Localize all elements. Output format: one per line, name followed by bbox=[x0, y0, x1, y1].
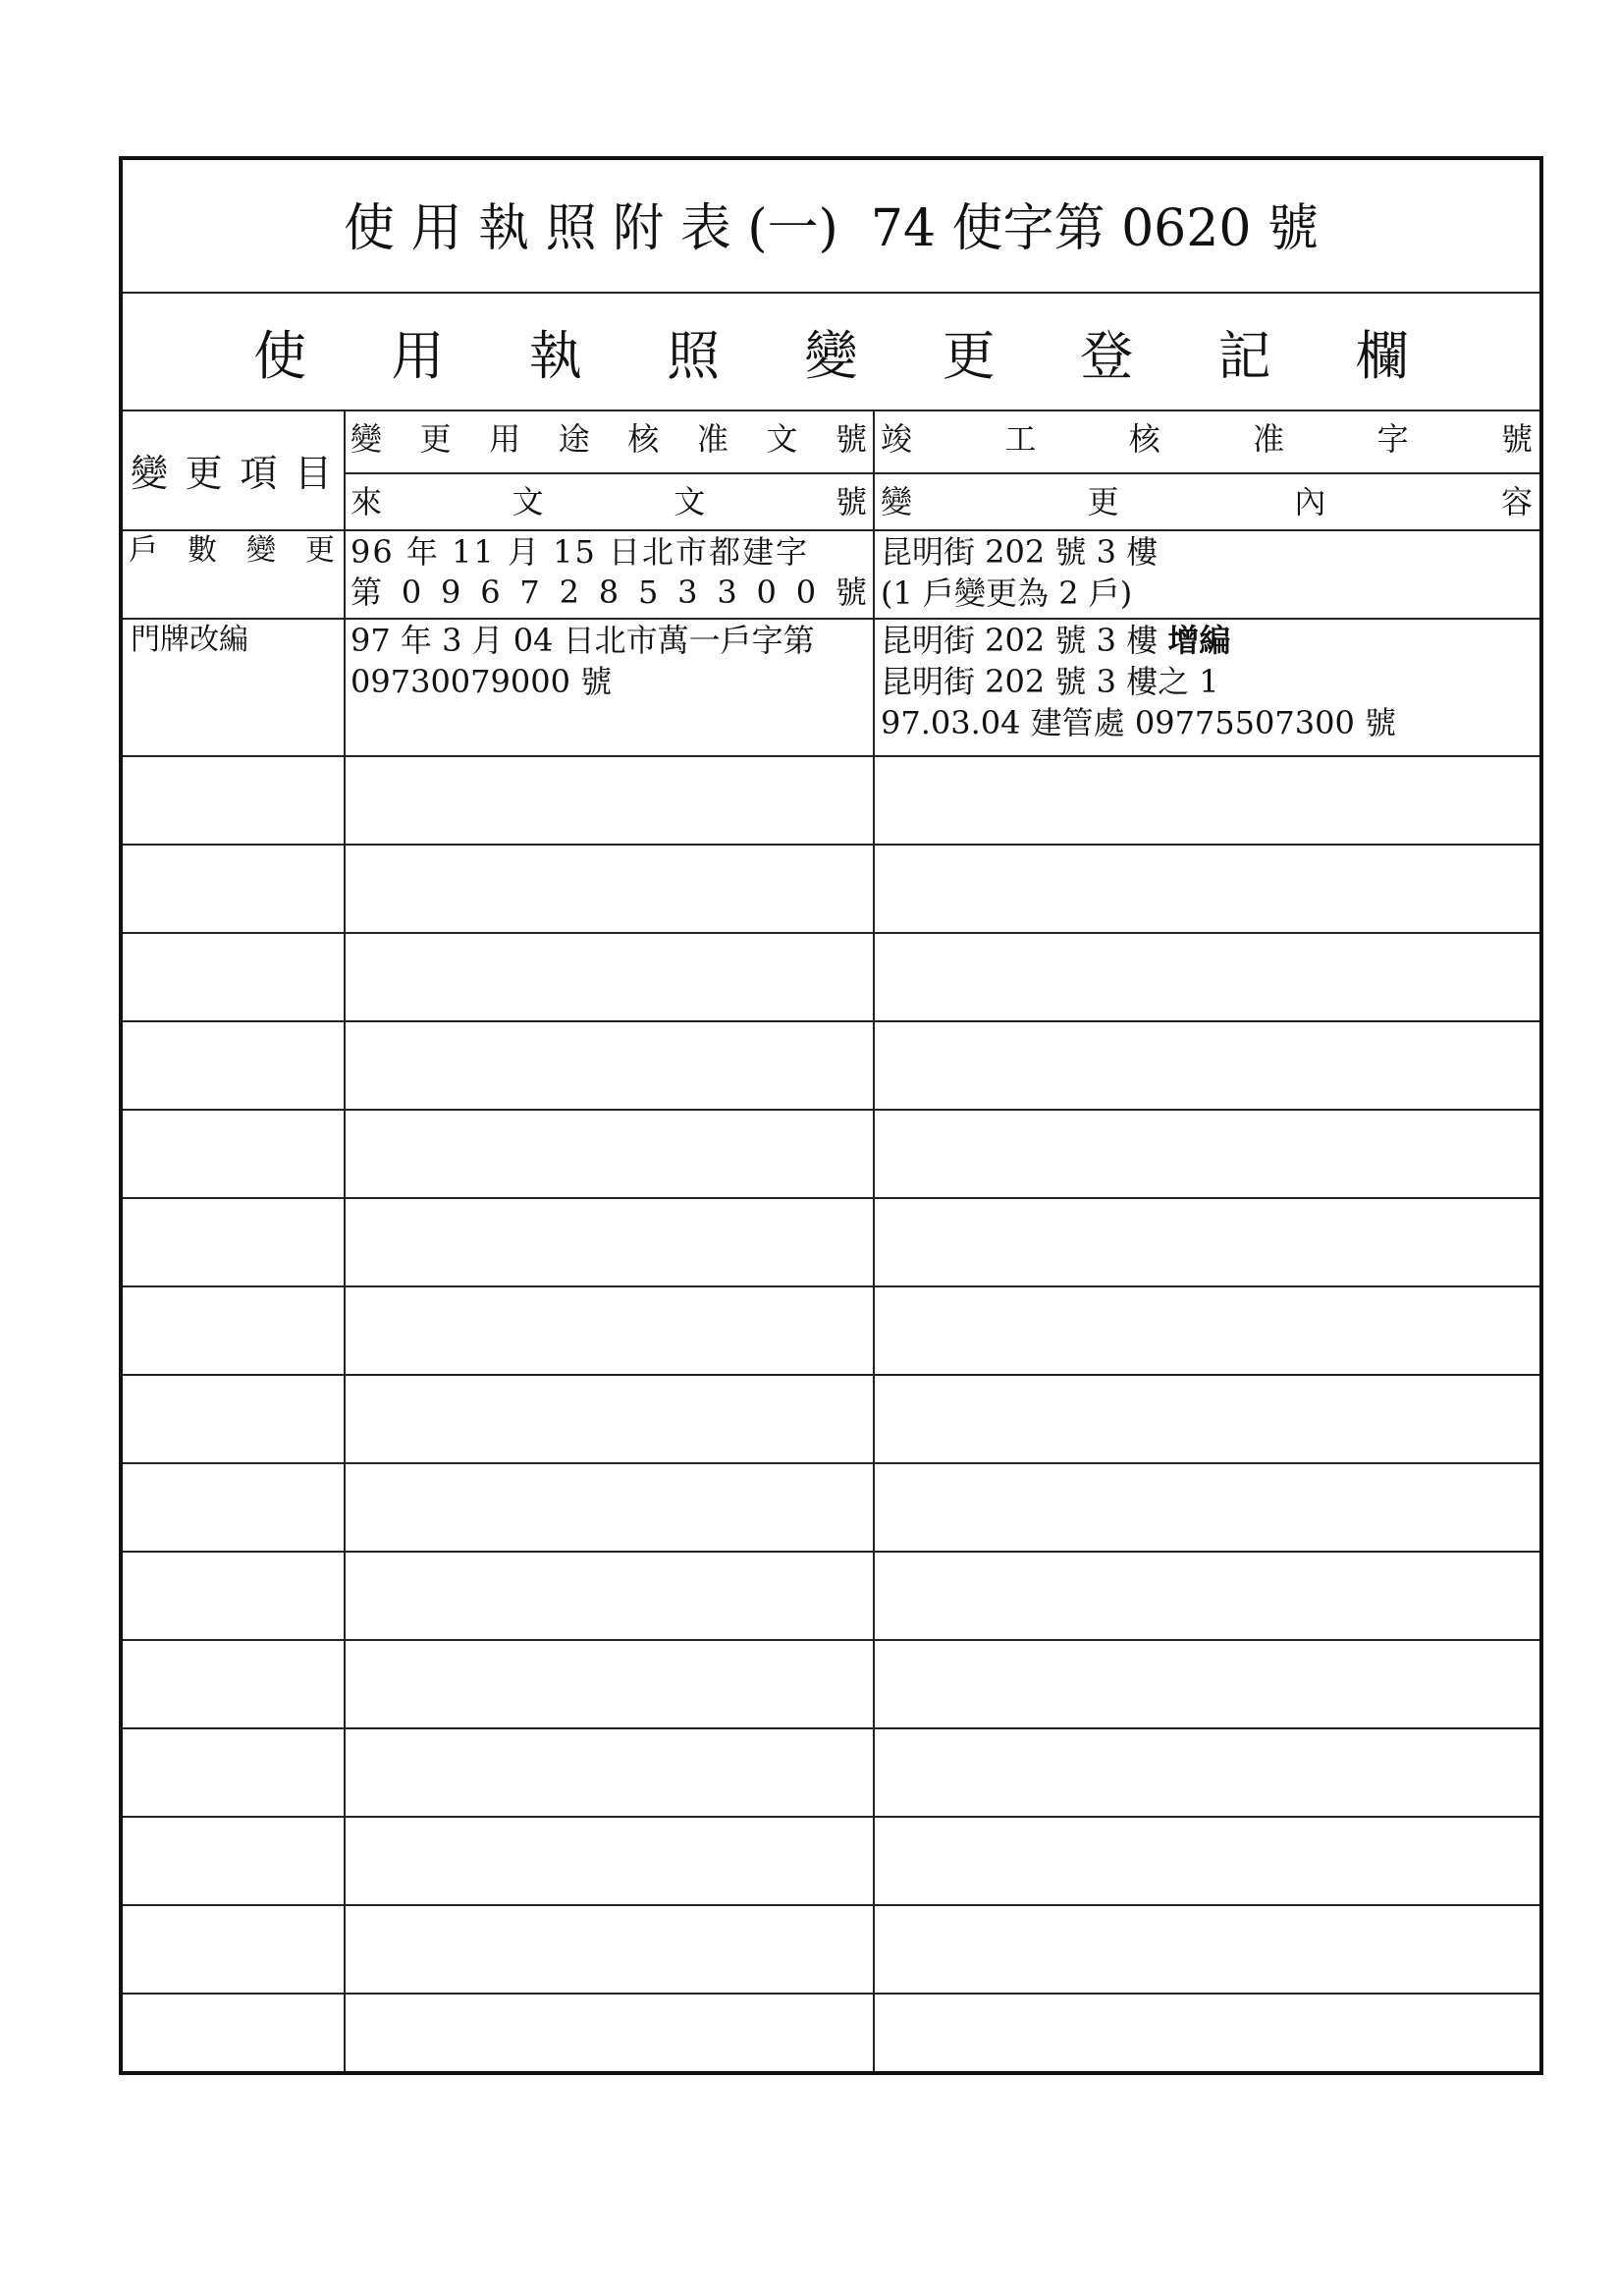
row-divider bbox=[123, 1727, 1539, 1729]
row-divider bbox=[123, 932, 1539, 934]
row-divider bbox=[123, 529, 1539, 531]
row-1-content-line-1: 昆明街 202 號 3 樓 bbox=[881, 533, 1159, 571]
column-header-incoming-doc-no: 來 文 文 號 bbox=[351, 483, 867, 520]
row-divider bbox=[123, 1462, 1539, 1464]
row-2-content-line-1: 昆明街 202 號 3 樓 增編 bbox=[881, 622, 1231, 659]
row-divider bbox=[123, 844, 1539, 846]
row-divider bbox=[123, 1993, 1539, 1995]
row-divider bbox=[123, 1551, 1539, 1553]
divider bbox=[123, 410, 1539, 411]
divider bbox=[123, 292, 1539, 294]
row-2-doc-line-1: 97 年 3 月 04 日北市萬一戶字第 bbox=[351, 622, 815, 659]
row-divider bbox=[123, 1904, 1539, 1906]
row-1-item: 戶 數 變 更 bbox=[129, 533, 335, 568]
row-divider bbox=[123, 1374, 1539, 1376]
row-2-item: 門牌改編 bbox=[131, 623, 248, 657]
column-header-completion-no: 竣 工 核 准 字 號 bbox=[881, 420, 1533, 458]
row-divider bbox=[123, 1020, 1539, 1022]
added-number-label: 增編 bbox=[1167, 622, 1231, 659]
row-2-content-line-3: 97.03.04 建管處 09775507300 號 bbox=[881, 704, 1396, 741]
row-divider bbox=[123, 618, 1539, 620]
row-divider bbox=[123, 1285, 1539, 1287]
header-divider bbox=[344, 472, 1539, 474]
row-1-content-line-2: (1 戶變更為 2 戶) bbox=[881, 574, 1133, 612]
column-divider bbox=[344, 410, 346, 2071]
license-annex-table bbox=[119, 156, 1543, 2075]
column-header-approval-doc-no: 變 更 用 途 核 准 文 號 bbox=[351, 420, 867, 458]
column-header-change-content: 變 更 內 容 bbox=[881, 483, 1533, 520]
document-title: 使 用 執 照 附 表 (一) 74 使字第 0620 號 bbox=[344, 199, 1319, 258]
row-2-content-line-2: 昆明街 202 號 3 樓之 1 bbox=[881, 663, 1219, 700]
column-header-item: 變 更 項 目 bbox=[131, 452, 332, 495]
row-1-doc-line-1: 96 年 11 月 15 日北市都建字 bbox=[351, 533, 810, 571]
row-divider bbox=[123, 1639, 1539, 1641]
row-divider bbox=[123, 1109, 1539, 1111]
row-divider bbox=[123, 1197, 1539, 1199]
row-1-doc-line-2: 第 0 9 6 7 2 8 5 3 3 0 0 號 bbox=[351, 574, 867, 611]
row-2-doc-line-2: 09730079000 號 bbox=[351, 663, 613, 700]
column-divider bbox=[873, 410, 875, 2071]
row-divider bbox=[123, 1816, 1539, 1818]
section-title: 使 用 執 照 變 更 登 記 欄 bbox=[253, 325, 1409, 387]
row-divider bbox=[123, 755, 1539, 757]
